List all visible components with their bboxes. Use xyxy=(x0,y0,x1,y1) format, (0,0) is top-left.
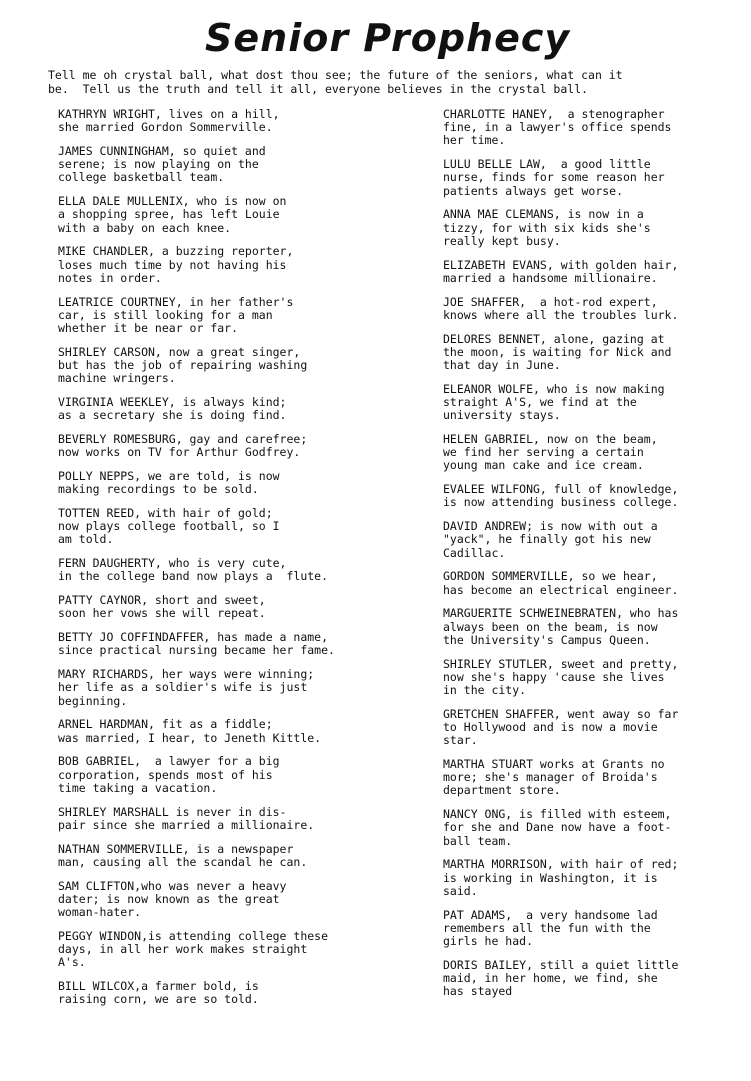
prophecy-entry: ELLA DALE MULLENIX, who is now on a shopping spree, has left Louie with a baby on each knee. xyxy=(58,194,287,235)
intro-paragraph: Tell me oh crystal ball, what dost thou see; the future of the seniors, what can it be. Tell us the truth and tell it all, everyone believes in the crystal ball. xyxy=(48,68,623,96)
prophecy-entry: KATHRYN WRIGHT, lives on a hill, she married Gordon Sommerville. xyxy=(58,107,280,135)
prophecy-entry: EVALEE WILFONG, full of knowledge, is now attending business college. xyxy=(443,482,679,510)
prophecy-entry: CHARLOTTE HANEY, a stenographer fine, in a lawyer's office spends her time. xyxy=(443,107,672,148)
prophecy-entry: DELORES BENNET, alone, gazing at the moon, is waiting for Nick and that day in June. xyxy=(443,331,672,373)
prophecy-entry: JAMES CUNNINGHAM, so quiet and serene; is now playing on the college basketball team. xyxy=(58,144,266,185)
prophecy-entry: HELEN GABRIEL, now on the beam, we find her serving a certain young man cake and ice cream. xyxy=(443,432,658,473)
prophecy-entry: LEATRICE COURTNEY, in her father's car, is still looking for a man whether it be near or far. xyxy=(58,294,294,336)
prophecy-entry: BEVERLY ROMESBURG, gay and carefree; now works on TV for Arthur Godfrey. xyxy=(58,432,308,460)
prophecy-entry: DAVID ANDREW; is now with out a "yack", he finally got his new Cadillac. xyxy=(443,519,658,560)
prophecy-entry: FERN DAUGHERTY, who is very cute, in the college band now plays a flute. xyxy=(58,556,329,584)
prophecy-entry: VIRGINIA WEEKLEY, is always kind; as a secretary she is doing find. xyxy=(58,395,287,423)
prophecy-entry: NATHAN SOMMERVILLE, is a newspaper man, causing all the scandal he can. xyxy=(58,841,308,869)
prophecy-entry: GRETCHEN SHAFFER, went away so far to Hollywood and is now a movie star. xyxy=(443,706,679,748)
left-column xyxy=(58,108,378,1017)
prophecy-entry: MIKE CHANDLER, a buzzing reporter, loses much time by not having his notes in order. xyxy=(58,244,294,285)
prophecy-entry: ARNEL HARDMAN, fit as a fiddle; was married, I hear, to Jeneth Kittle. xyxy=(58,717,322,745)
prophecy-entry: MARY RICHARDS, her ways were winning; her life as a soldier's wife is just beginning. xyxy=(58,667,315,708)
prophecy-entry: NANCY ONG, is filled with esteem, for she and Dane now have a foot- ball team. xyxy=(443,807,672,848)
prophecy-entry: SHIRLEY STUTLER, sweet and pretty, now she's happy 'cause she lives in the city. xyxy=(443,656,679,698)
prophecy-entry: ELIZABETH EVANS, with golden hair, married a handsome millionaire. xyxy=(443,257,679,285)
prophecy-entry: SHIRLEY CARSON, now a great singer, but has the job of repairing washing machine wringers. xyxy=(58,344,308,386)
prophecy-entry: MARGUERITE SCHWEINEBRATEN, who has always been on the beam, is now the University's Campus Queen. xyxy=(443,606,679,647)
prophecy-entry: JOE SHAFFER, a hot-rod expert, knows where all the troubles lurk. xyxy=(443,294,679,322)
prophecy-entry: PATTY CAYNOR, short and sweet, soon her vows she will repeat. xyxy=(58,593,266,621)
prophecy-entry: BOB GABRIEL, a lawyer for a big corporation, spends most of his time taking a vacation. xyxy=(58,754,280,795)
prophecy-entry: BILL WILCOX,a farmer bold, is raising corn, we are so told. xyxy=(58,979,259,1007)
prophecy-entry: PAT ADAMS, a very handsome lad remembers all the fun with the girls he had. xyxy=(443,907,658,949)
page-title: Senior Prophecy xyxy=(205,16,571,60)
prophecy-entry: LULU BELLE LAW, a good little nurse, finds for some reason her patients always get worse. xyxy=(443,157,665,198)
prophecy-entry: ANNA MAE CLEMANS, is now in a tizzy, for with six kids she's really kept busy. xyxy=(443,207,651,248)
prophecy-entry: POLLY NEPPS, we are told, is now making recordings to be sold. xyxy=(58,469,280,497)
prophecy-entry: BETTY JO COFFINDAFFER, has made a name, since practical nursing became her fame. xyxy=(58,630,335,658)
prophecy-entry: SAM CLIFTON,who was never a heavy dater; is now known as the great woman-hater. xyxy=(58,878,287,920)
prophecy-entry: GORDON SOMMERVILLE, so we hear, has become an electrical engineer. xyxy=(443,569,679,597)
prophecy-entry: DORIS BAILEY, still a quiet little maid, in her home, we find, she has stayed xyxy=(443,957,679,999)
prophecy-entry: ELEANOR WOLFE, who is now making straight A'S, we find at the university stays. xyxy=(443,381,665,423)
prophecy-entry: MARTHA MORRISON, with hair of red; is working in Washington, it is said. xyxy=(443,857,679,898)
right-column xyxy=(443,108,733,1009)
prophecy-entry: TOTTEN REED, with hair of gold; now plays college football, so I am told. xyxy=(58,506,280,547)
prophecy-entry: MARTHA STUART works at Grants no more; she's manager of Broida's department store. xyxy=(443,757,665,798)
prophecy-entry: PEGGY WINDON,is attending college these days, in all her work makes straight A's. xyxy=(58,928,329,970)
prophecy-entry: SHIRLEY MARSHALL is never in dis- pair since she married a millionaire. xyxy=(58,804,315,832)
